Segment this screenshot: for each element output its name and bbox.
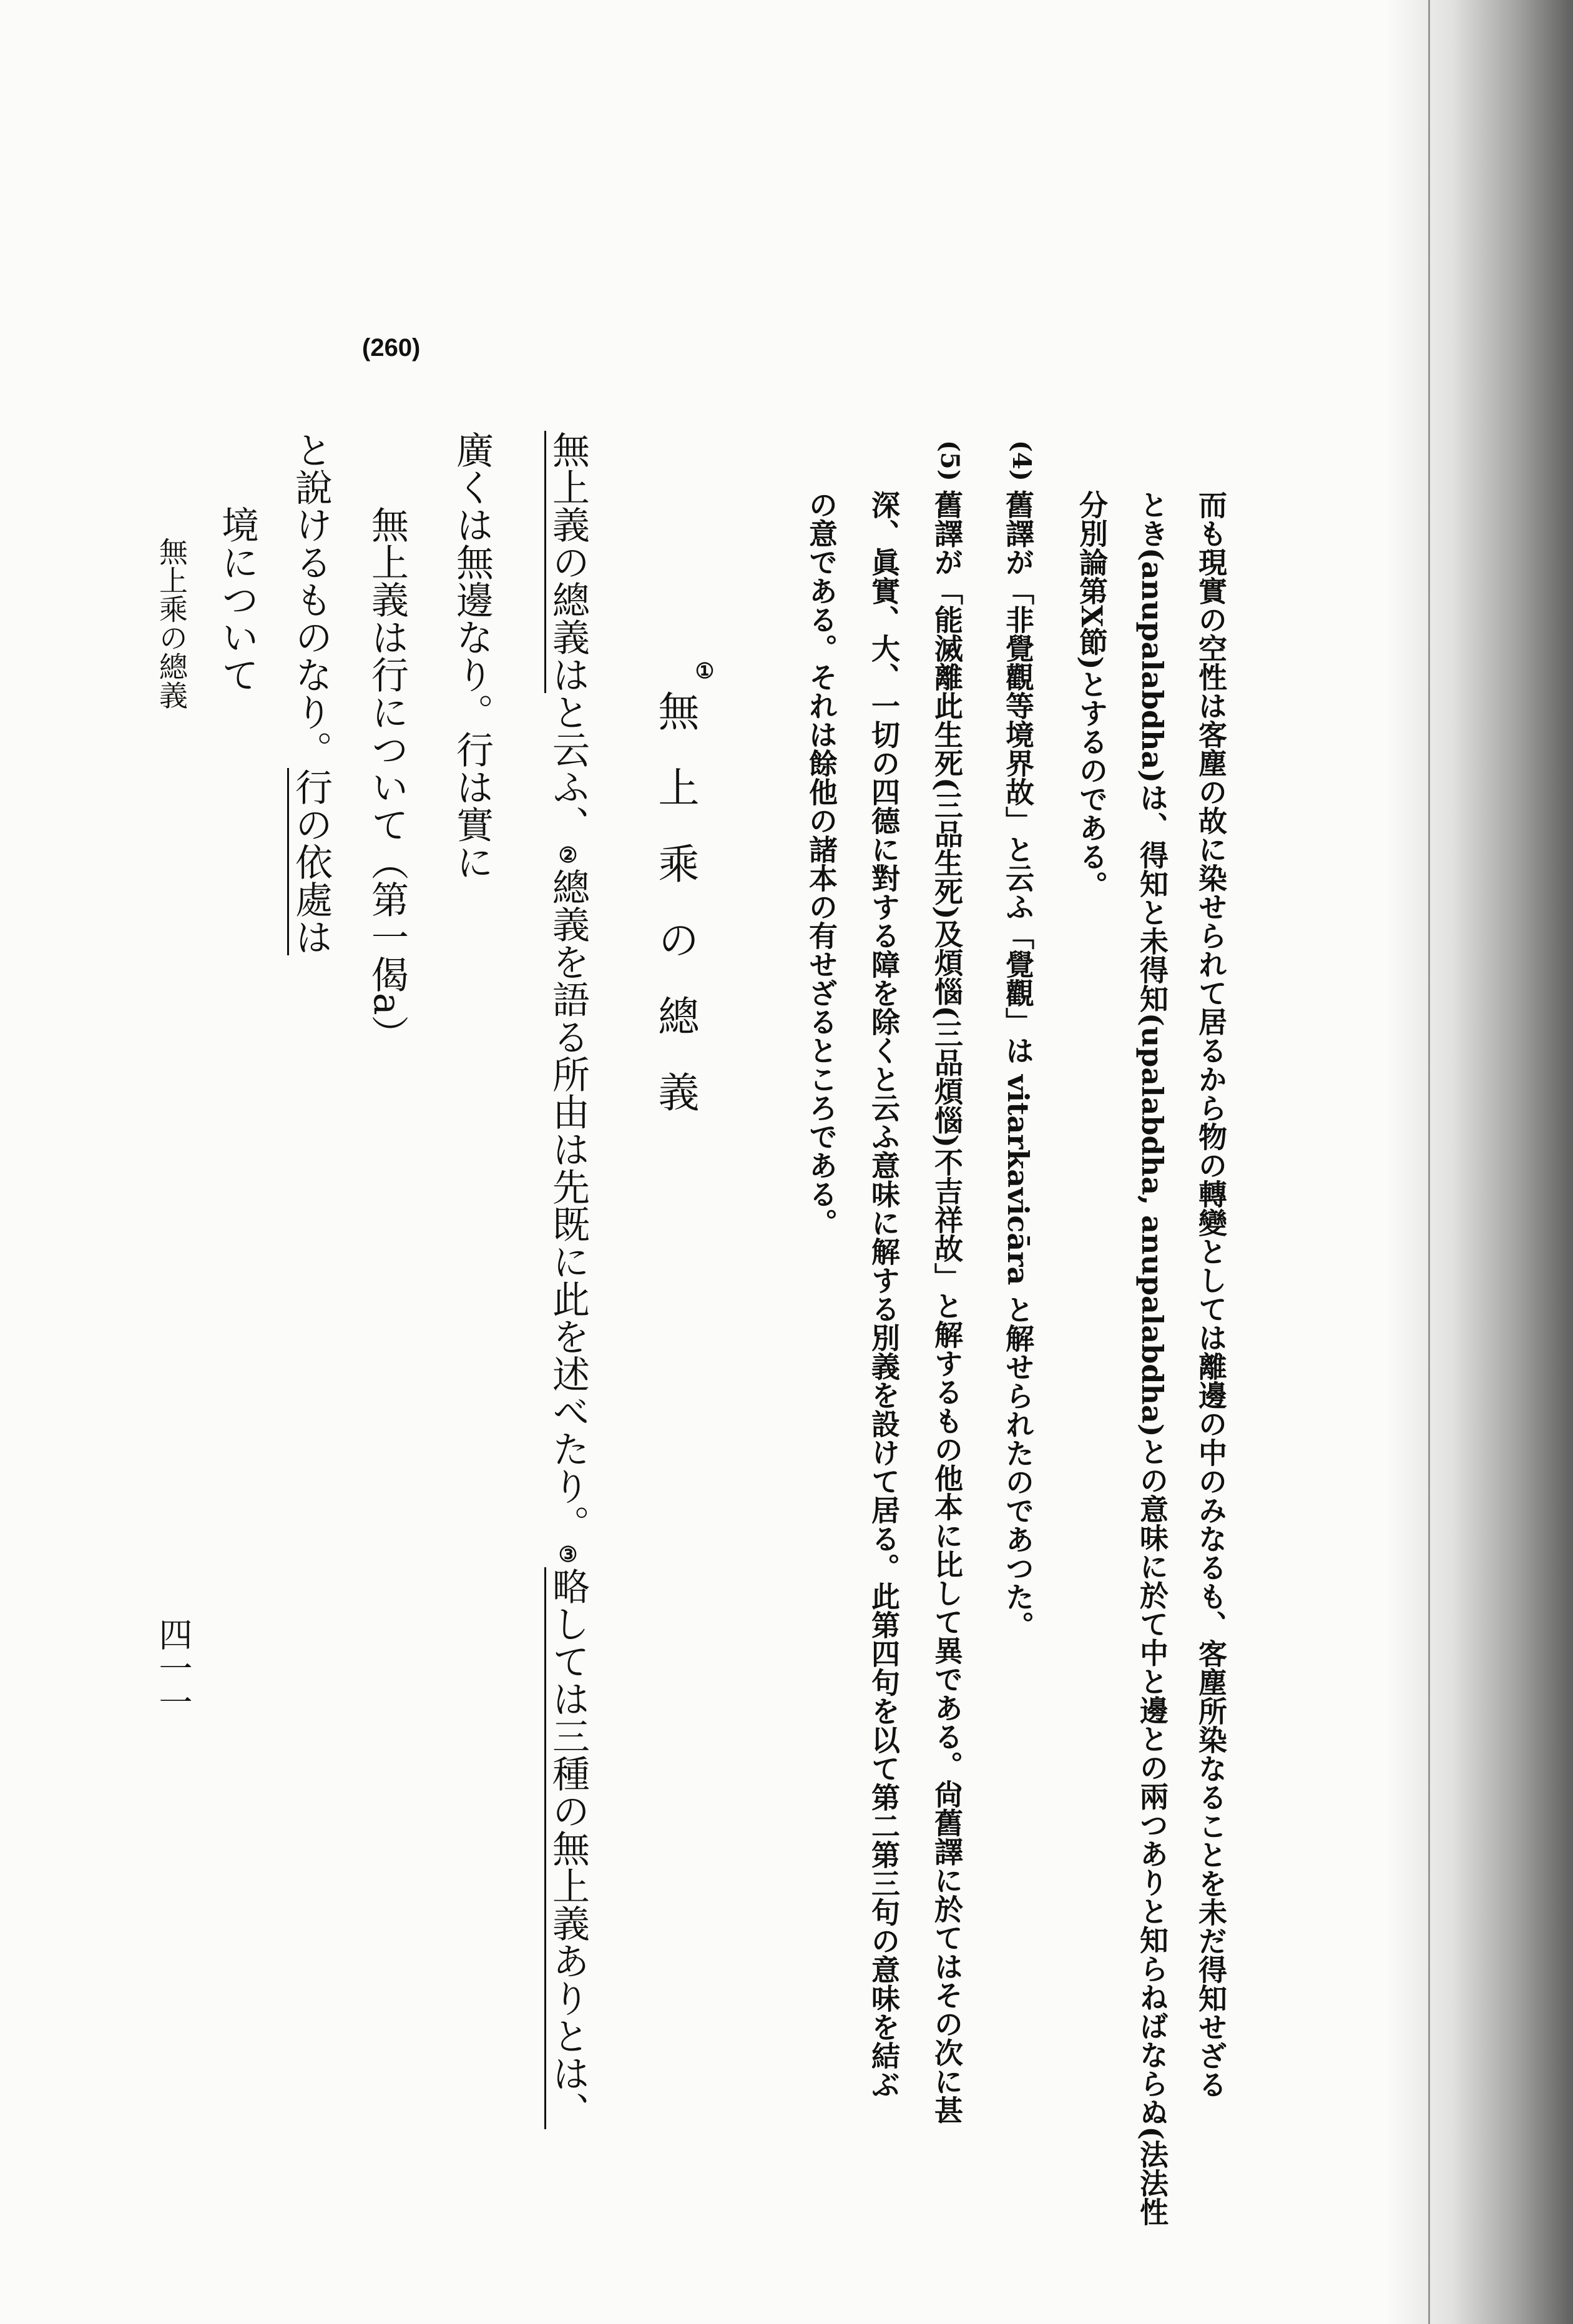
note-5-text: 舊譯が「能滅離此生死(三品生死)及煩惱(三品煩惱)不吉祥故」と解するもの他本に比して異である。尙舊譯に於てはその次に甚	[930, 490, 964, 2125]
main-text-fragment: 總義を語る所由は先既に此を述べたり。	[546, 868, 590, 1542]
main-text-underlined-phrase: 略しては三種の無上義ありとは、	[544, 1567, 590, 2129]
footnote-marker-2: ②	[556, 843, 581, 868]
main-text-fragment: と云ふ、	[546, 693, 590, 843]
section-title: 無上乘の總義	[651, 690, 699, 1147]
note-4-number: (4)	[1007, 440, 1036, 481]
note-5-number: (5)	[935, 440, 964, 481]
scan-shadow	[1386, 0, 1573, 2324]
note-5-line-3: の意である。それは餘他の諸本の有せざるところである。	[805, 490, 838, 1237]
footnote-marker-3: ③	[556, 1542, 581, 1567]
main-text-line-5: 境について	[215, 506, 259, 693]
main-text-underlined-phrase: 行の依處は	[287, 768, 333, 955]
main-text-line-4	[289, 431, 333, 955]
page-number: (260)	[362, 334, 421, 362]
page-edge-line	[1428, 0, 1430, 2324]
main-text-line-2: 廣くは無邊なり。行は實に	[450, 431, 494, 880]
note-5-line-2: 深、眞實、大、一切の四德に對する障を除くと云ふ意味に解する別義を設けて居る。此第四句を以て第二第三句の意味を結ぶ	[867, 490, 901, 2099]
main-text-underlined-phrase: 無上義の總義は	[544, 431, 590, 693]
note-continuation-line-3: 分別論第X節)とするのである。	[1075, 490, 1109, 900]
note-continuation-line-2: とき(anupalabdha)は、得知と未得知(upalabdha, anupalabdha)との意味に於て中と邊との兩つありと知らねばならぬ(法法性	[1135, 490, 1169, 2227]
main-text-fragment: と說けるものなり。	[289, 431, 333, 768]
running-head: 無上乘の總義	[155, 537, 189, 709]
folio-page-number: 四一一	[154, 1617, 193, 1718]
main-text-line-3: 無上義は行について（第一偈a）	[365, 506, 409, 1053]
note-continuation-line-1: 而も現實の空性は客塵の故に染せられて居るから物の轉變としては離邊の中のみなるも、客塵所染なることを未だ得知せざる	[1194, 490, 1228, 2099]
note-4-text: 舊譯が「非覺觀等境界故」と云ふ「覺觀」は vitarkavicāra と解せられたのであつた。	[1001, 490, 1035, 1640]
main-text-line-1	[546, 431, 590, 2129]
section-title-marker: ①	[692, 659, 717, 684]
